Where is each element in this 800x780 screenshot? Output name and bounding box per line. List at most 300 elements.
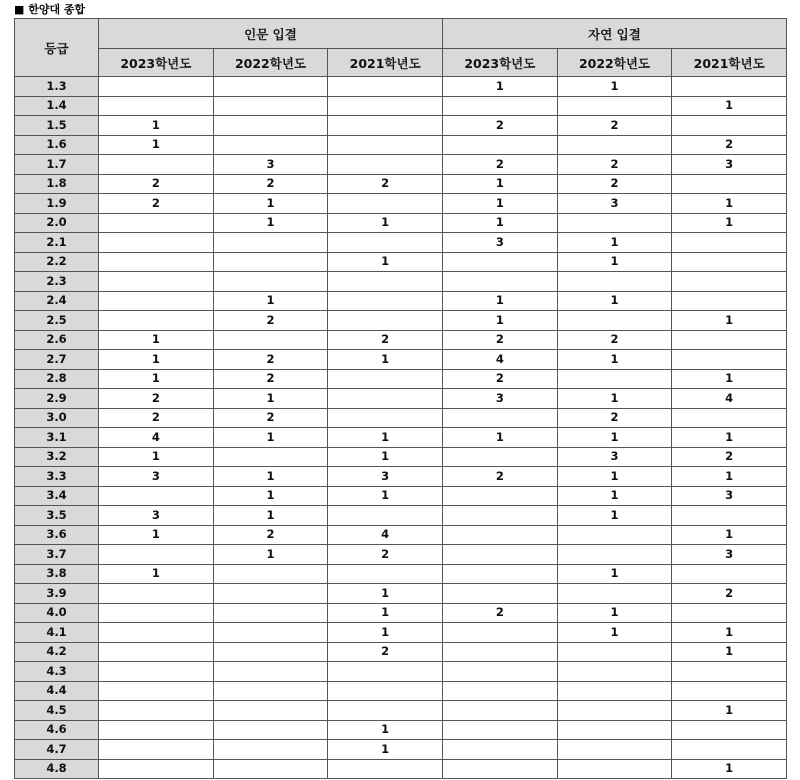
- count-cell: 2: [672, 135, 787, 155]
- table-row: [15, 408, 787, 428]
- count-cell: 4: [99, 428, 214, 448]
- count-cell: 2: [328, 330, 443, 350]
- count-cell: [557, 525, 672, 545]
- table-body: [15, 77, 787, 779]
- header-group-humanities: 인문 입결: [99, 19, 443, 49]
- count-cell: 3: [328, 467, 443, 487]
- count-cell: [672, 506, 787, 526]
- count-cell: [443, 701, 558, 721]
- count-cell: 1: [99, 447, 214, 467]
- grade-cell: 3.6: [15, 525, 99, 545]
- count-cell: [99, 740, 214, 760]
- table-row: [15, 428, 787, 448]
- count-cell: 2: [99, 408, 214, 428]
- count-cell: 1: [328, 603, 443, 623]
- count-cell: 3: [672, 545, 787, 565]
- count-cell: 2: [443, 467, 558, 487]
- count-cell: [443, 642, 558, 662]
- table-row: [15, 96, 787, 116]
- count-cell: 1: [557, 350, 672, 370]
- count-cell: [213, 681, 328, 701]
- count-cell: [99, 291, 214, 311]
- count-cell: [213, 662, 328, 682]
- grade-cell: 4.4: [15, 681, 99, 701]
- count-cell: [99, 720, 214, 740]
- table-row: [15, 272, 787, 292]
- count-cell: 1: [443, 291, 558, 311]
- table-row: [15, 77, 787, 97]
- count-cell: [672, 291, 787, 311]
- count-cell: 2: [213, 408, 328, 428]
- count-cell: 2: [99, 194, 214, 214]
- count-cell: [443, 681, 558, 701]
- count-cell: [672, 740, 787, 760]
- count-cell: [213, 447, 328, 467]
- count-cell: 1: [672, 467, 787, 487]
- count-cell: 1: [213, 291, 328, 311]
- grade-cell: 2.2: [15, 252, 99, 272]
- count-cell: 1: [443, 311, 558, 331]
- count-cell: 1: [672, 642, 787, 662]
- count-cell: [99, 252, 214, 272]
- count-cell: [557, 272, 672, 292]
- count-cell: [99, 155, 214, 175]
- table-row: [15, 486, 787, 506]
- count-cell: 1: [672, 369, 787, 389]
- count-cell: 1: [557, 252, 672, 272]
- count-cell: 1: [443, 428, 558, 448]
- count-cell: [443, 759, 558, 779]
- count-cell: [557, 701, 672, 721]
- header-year: 2021학년도: [328, 49, 443, 77]
- count-cell: 2: [328, 642, 443, 662]
- count-cell: 1: [557, 291, 672, 311]
- count-cell: 3: [443, 389, 558, 409]
- table-row: [15, 564, 787, 584]
- count-cell: [672, 662, 787, 682]
- count-cell: [213, 642, 328, 662]
- count-cell: 1: [557, 77, 672, 97]
- table-row: [15, 291, 787, 311]
- count-cell: [99, 272, 214, 292]
- count-cell: [672, 233, 787, 253]
- count-cell: [328, 506, 443, 526]
- grade-cell: 2.8: [15, 369, 99, 389]
- count-cell: [557, 213, 672, 233]
- grade-cell: 2.1: [15, 233, 99, 253]
- count-cell: 2: [557, 174, 672, 194]
- count-cell: [213, 252, 328, 272]
- count-cell: 1: [557, 233, 672, 253]
- grade-cell: 3.3: [15, 467, 99, 487]
- count-cell: 2: [443, 369, 558, 389]
- count-cell: [328, 408, 443, 428]
- count-cell: 2: [557, 408, 672, 428]
- grade-cell: 2.7: [15, 350, 99, 370]
- count-cell: 1: [672, 525, 787, 545]
- count-cell: [557, 759, 672, 779]
- count-cell: [443, 720, 558, 740]
- count-cell: [672, 174, 787, 194]
- count-cell: 2: [213, 525, 328, 545]
- count-cell: 1: [99, 564, 214, 584]
- table-row: [15, 213, 787, 233]
- grade-cell: 3.2: [15, 447, 99, 467]
- count-cell: [213, 330, 328, 350]
- count-cell: 1: [328, 428, 443, 448]
- table-row: [15, 330, 787, 350]
- header-year: 2022학년도: [557, 49, 672, 77]
- count-cell: [328, 291, 443, 311]
- count-cell: [443, 584, 558, 604]
- count-cell: [328, 272, 443, 292]
- grade-cell: 2.3: [15, 272, 99, 292]
- table-row: [15, 642, 787, 662]
- count-cell: [213, 701, 328, 721]
- grade-cell: 2.4: [15, 291, 99, 311]
- count-cell: [443, 564, 558, 584]
- table-row: [15, 369, 787, 389]
- count-cell: 3: [213, 155, 328, 175]
- grade-cell: 4.6: [15, 720, 99, 740]
- count-cell: [213, 272, 328, 292]
- grade-cell: 1.3: [15, 77, 99, 97]
- count-cell: [328, 389, 443, 409]
- count-cell: [99, 623, 214, 643]
- count-cell: [557, 96, 672, 116]
- grade-cell: 4.7: [15, 740, 99, 760]
- count-cell: 3: [557, 194, 672, 214]
- count-cell: 1: [213, 213, 328, 233]
- count-cell: 1: [99, 330, 214, 350]
- count-cell: [213, 233, 328, 253]
- count-cell: [328, 233, 443, 253]
- count-cell: 1: [557, 467, 672, 487]
- grade-cell: 1.7: [15, 155, 99, 175]
- count-cell: [672, 603, 787, 623]
- count-cell: 1: [672, 311, 787, 331]
- grade-cell: 4.5: [15, 701, 99, 721]
- count-cell: 1: [443, 213, 558, 233]
- count-cell: 1: [213, 486, 328, 506]
- count-cell: [557, 369, 672, 389]
- count-cell: 1: [443, 174, 558, 194]
- count-cell: 2: [443, 330, 558, 350]
- count-cell: 2: [557, 330, 672, 350]
- grade-cell: 2.0: [15, 213, 99, 233]
- count-cell: 1: [213, 467, 328, 487]
- count-cell: [557, 740, 672, 760]
- count-cell: [99, 233, 214, 253]
- table-row: [15, 389, 787, 409]
- count-cell: [672, 116, 787, 136]
- count-cell: 2: [99, 389, 214, 409]
- count-cell: [443, 506, 558, 526]
- count-cell: [99, 584, 214, 604]
- count-cell: 2: [557, 155, 672, 175]
- count-cell: 1: [213, 389, 328, 409]
- count-cell: [443, 525, 558, 545]
- count-cell: 4: [672, 389, 787, 409]
- table-row: [15, 447, 787, 467]
- count-cell: [557, 584, 672, 604]
- table-row: [15, 584, 787, 604]
- count-cell: [557, 311, 672, 331]
- count-cell: 1: [328, 486, 443, 506]
- count-cell: [213, 135, 328, 155]
- count-cell: 1: [672, 213, 787, 233]
- count-cell: [328, 77, 443, 97]
- count-cell: [99, 603, 214, 623]
- count-cell: 4: [328, 525, 443, 545]
- count-cell: [213, 623, 328, 643]
- count-cell: 2: [672, 584, 787, 604]
- count-cell: [672, 681, 787, 701]
- count-cell: [443, 623, 558, 643]
- count-cell: 3: [557, 447, 672, 467]
- count-cell: 1: [99, 135, 214, 155]
- count-cell: 1: [213, 428, 328, 448]
- count-cell: 1: [213, 194, 328, 214]
- count-cell: 3: [443, 233, 558, 253]
- count-cell: [672, 350, 787, 370]
- count-cell: [443, 408, 558, 428]
- count-cell: 1: [672, 623, 787, 643]
- grade-cell: 4.2: [15, 642, 99, 662]
- count-cell: [443, 545, 558, 565]
- header-year: 2021학년도: [672, 49, 787, 77]
- count-cell: [213, 116, 328, 136]
- count-cell: 1: [672, 194, 787, 214]
- table-row: [15, 467, 787, 487]
- count-cell: [443, 272, 558, 292]
- grade-cell: 3.0: [15, 408, 99, 428]
- table-row: [15, 174, 787, 194]
- header-year: 2022학년도: [213, 49, 328, 77]
- table-row: [15, 116, 787, 136]
- table-row: [15, 311, 787, 331]
- table-row: [15, 233, 787, 253]
- count-cell: 1: [99, 369, 214, 389]
- count-cell: 1: [328, 720, 443, 740]
- count-cell: [328, 369, 443, 389]
- count-cell: [672, 330, 787, 350]
- grade-cell: 4.1: [15, 623, 99, 643]
- header-group-science: 자연 입결: [443, 19, 787, 49]
- count-cell: [213, 720, 328, 740]
- count-cell: [672, 272, 787, 292]
- grade-cell: 3.8: [15, 564, 99, 584]
- count-cell: [557, 681, 672, 701]
- count-cell: [99, 486, 214, 506]
- admission-table: [14, 18, 787, 779]
- count-cell: [328, 116, 443, 136]
- count-cell: [443, 252, 558, 272]
- count-cell: [557, 662, 672, 682]
- table-row: [15, 681, 787, 701]
- grade-cell: 1.9: [15, 194, 99, 214]
- table-row: [15, 350, 787, 370]
- count-cell: 3: [99, 506, 214, 526]
- grade-cell: 2.6: [15, 330, 99, 350]
- count-cell: 1: [328, 350, 443, 370]
- count-cell: 1: [328, 584, 443, 604]
- count-cell: [328, 759, 443, 779]
- count-cell: [213, 584, 328, 604]
- grade-cell: 2.9: [15, 389, 99, 409]
- table-row: [15, 701, 787, 721]
- count-cell: [99, 311, 214, 331]
- count-cell: [99, 77, 214, 97]
- count-cell: 1: [328, 252, 443, 272]
- count-cell: 1: [557, 486, 672, 506]
- count-cell: [99, 662, 214, 682]
- count-cell: [213, 740, 328, 760]
- grade-cell: 3.5: [15, 506, 99, 526]
- grade-cell: 3.1: [15, 428, 99, 448]
- count-cell: [328, 564, 443, 584]
- count-cell: 1: [557, 389, 672, 409]
- table-row: [15, 623, 787, 643]
- count-cell: [213, 759, 328, 779]
- count-cell: [672, 77, 787, 97]
- count-cell: [557, 642, 672, 662]
- table-row: [15, 155, 787, 175]
- count-cell: [99, 213, 214, 233]
- count-cell: 1: [672, 96, 787, 116]
- count-cell: [557, 545, 672, 565]
- count-cell: [443, 96, 558, 116]
- count-cell: [672, 408, 787, 428]
- count-cell: 2: [328, 174, 443, 194]
- table-row: [15, 506, 787, 526]
- count-cell: [328, 701, 443, 721]
- count-cell: 1: [99, 116, 214, 136]
- count-cell: [672, 720, 787, 740]
- count-cell: [328, 681, 443, 701]
- count-cell: 1: [328, 623, 443, 643]
- count-cell: 2: [213, 174, 328, 194]
- grade-cell: 4.0: [15, 603, 99, 623]
- count-cell: 4: [443, 350, 558, 370]
- count-cell: [213, 603, 328, 623]
- count-cell: [672, 252, 787, 272]
- count-cell: 1: [328, 213, 443, 233]
- count-cell: 2: [672, 447, 787, 467]
- count-cell: 1: [443, 77, 558, 97]
- grade-cell: 1.8: [15, 174, 99, 194]
- grade-cell: 3.4: [15, 486, 99, 506]
- count-cell: 2: [213, 369, 328, 389]
- grade-cell: 2.5: [15, 311, 99, 331]
- count-cell: [672, 564, 787, 584]
- table-row: [15, 135, 787, 155]
- grade-cell: 1.5: [15, 116, 99, 136]
- header-grade: 등급: [15, 19, 99, 77]
- count-cell: [328, 194, 443, 214]
- count-cell: [213, 96, 328, 116]
- count-cell: [443, 662, 558, 682]
- table-row: [15, 525, 787, 545]
- count-cell: [99, 96, 214, 116]
- count-cell: [99, 642, 214, 662]
- count-cell: [99, 759, 214, 779]
- count-cell: [99, 701, 214, 721]
- table-row: [15, 194, 787, 214]
- table-header: [15, 19, 787, 77]
- count-cell: 1: [672, 759, 787, 779]
- count-cell: [557, 135, 672, 155]
- count-cell: [443, 486, 558, 506]
- table-row: [15, 252, 787, 272]
- count-cell: [443, 740, 558, 760]
- count-cell: 1: [557, 603, 672, 623]
- count-cell: 2: [443, 116, 558, 136]
- grade-cell: 1.4: [15, 96, 99, 116]
- grade-cell: 1.6: [15, 135, 99, 155]
- count-cell: [443, 447, 558, 467]
- count-cell: [99, 681, 214, 701]
- count-cell: 1: [672, 701, 787, 721]
- count-cell: 2: [557, 116, 672, 136]
- grade-cell: 4.8: [15, 759, 99, 779]
- count-cell: [213, 77, 328, 97]
- table-row: [15, 603, 787, 623]
- grade-cell: 3.7: [15, 545, 99, 565]
- count-cell: [328, 96, 443, 116]
- table-row: [15, 740, 787, 760]
- count-cell: 1: [672, 428, 787, 448]
- count-cell: [328, 155, 443, 175]
- page: [14, 2, 786, 779]
- count-cell: 3: [672, 486, 787, 506]
- count-cell: 3: [672, 155, 787, 175]
- count-cell: 1: [213, 545, 328, 565]
- header-year: 2023학년도: [443, 49, 558, 77]
- count-cell: 1: [557, 623, 672, 643]
- table-row: [15, 720, 787, 740]
- count-cell: 1: [99, 525, 214, 545]
- count-cell: 1: [213, 506, 328, 526]
- count-cell: 2: [213, 350, 328, 370]
- count-cell: 1: [328, 740, 443, 760]
- grade-cell: 4.3: [15, 662, 99, 682]
- count-cell: 1: [557, 506, 672, 526]
- count-cell: [328, 311, 443, 331]
- count-cell: [99, 545, 214, 565]
- count-cell: 1: [557, 564, 672, 584]
- count-cell: [213, 564, 328, 584]
- table-row: [15, 545, 787, 565]
- count-cell: 1: [557, 428, 672, 448]
- count-cell: [328, 135, 443, 155]
- count-cell: 3: [99, 467, 214, 487]
- count-cell: 2: [443, 603, 558, 623]
- table-row: [15, 662, 787, 682]
- count-cell: 1: [328, 447, 443, 467]
- count-cell: 2: [213, 311, 328, 331]
- grade-cell: 3.9: [15, 584, 99, 604]
- count-cell: [557, 720, 672, 740]
- count-cell: 2: [443, 155, 558, 175]
- header-year: 2023학년도: [99, 49, 214, 77]
- count-cell: 1: [443, 194, 558, 214]
- count-cell: 1: [99, 350, 214, 370]
- table-row: [15, 759, 787, 779]
- count-cell: 2: [328, 545, 443, 565]
- count-cell: 2: [99, 174, 214, 194]
- page-title: ■ 한양대 종합: [14, 3, 86, 16]
